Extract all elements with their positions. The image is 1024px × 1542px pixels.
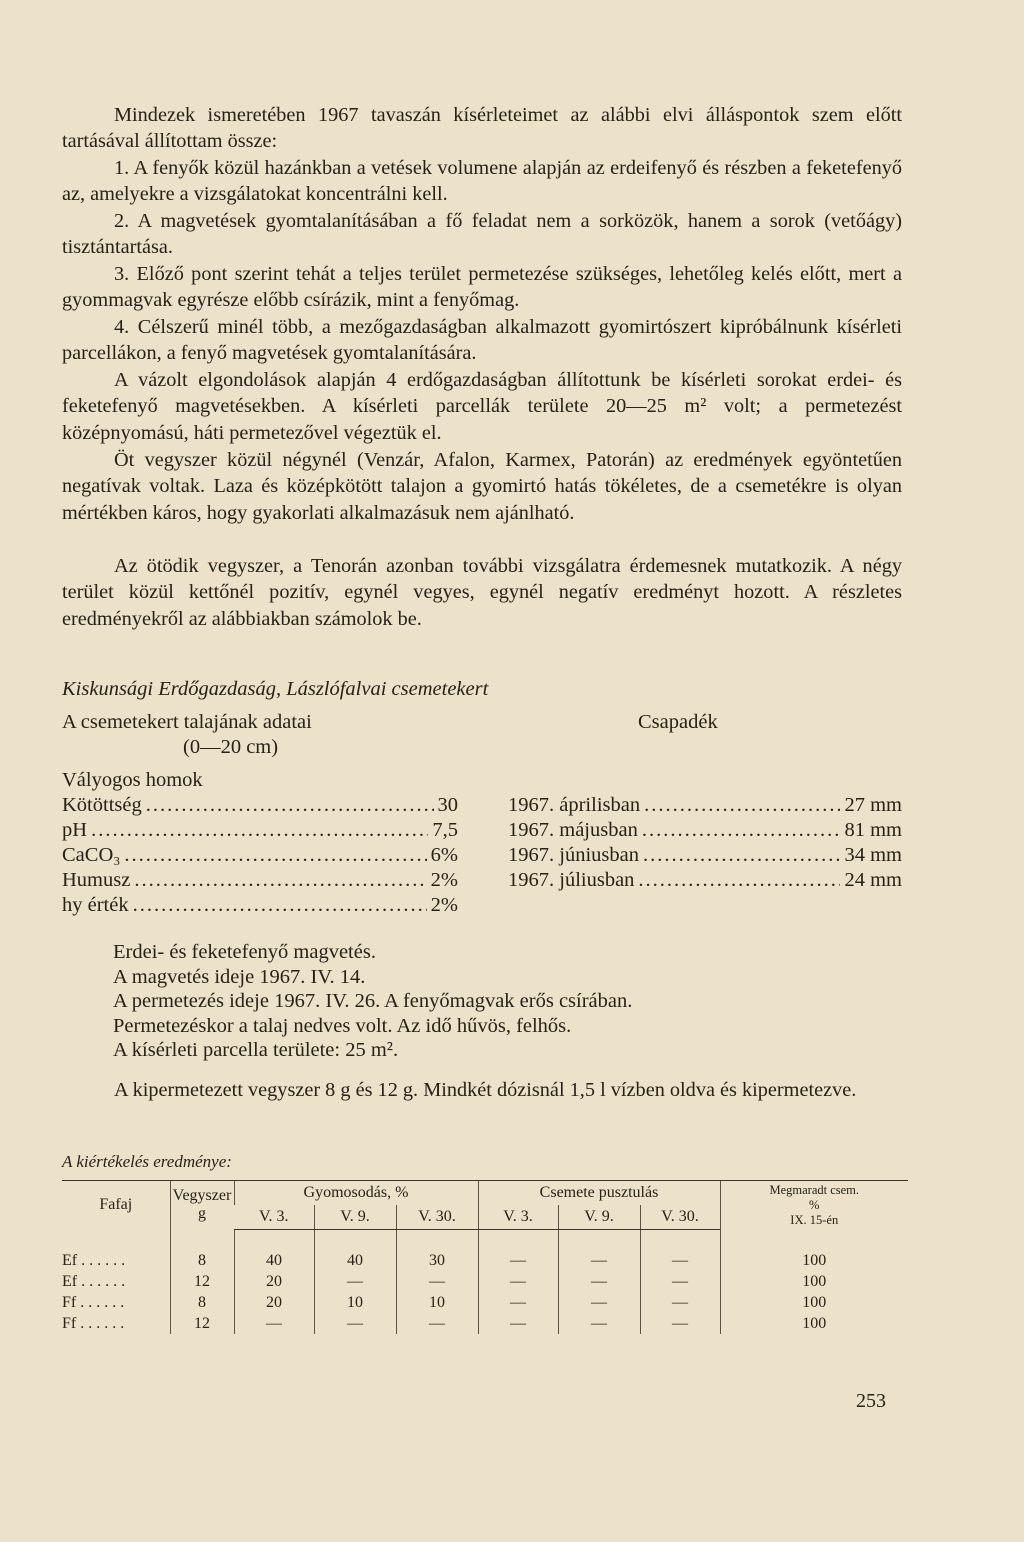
precipitation-month: 1967. júniusban xyxy=(508,844,639,866)
cell-weed: 20 xyxy=(234,1271,314,1292)
cell-weed: — xyxy=(234,1313,314,1334)
header-date: V. 30. xyxy=(396,1205,478,1230)
precipitation-row xyxy=(508,843,902,867)
cell-weed: 40 xyxy=(234,1230,314,1272)
header-chemical xyxy=(170,1181,234,1230)
header-remaining-date: IX. 15-én xyxy=(790,1212,839,1227)
cell-chemical: 8 xyxy=(170,1292,234,1313)
table-row xyxy=(62,1271,908,1292)
cell-remaining: 100 xyxy=(720,1313,908,1334)
results-table xyxy=(62,1180,908,1334)
cell-weed: 10 xyxy=(314,1292,396,1313)
cell-remaining: 100 xyxy=(720,1292,908,1313)
cell-loss: — xyxy=(558,1230,640,1272)
header-chemical-unit: g xyxy=(198,1205,206,1223)
precipitation-value: 34 mm xyxy=(844,844,902,866)
precipitation-row xyxy=(508,818,902,842)
leader-dots xyxy=(124,843,426,867)
header-seedling-loss: Csemete pusztulás xyxy=(478,1181,720,1206)
soil-row xyxy=(62,868,458,892)
cell-weed: 40 xyxy=(314,1230,396,1272)
header-date: V. 3. xyxy=(478,1205,558,1230)
cell-loss: — xyxy=(478,1313,558,1334)
cell-chemical: 8 xyxy=(170,1230,234,1272)
leader-dots xyxy=(644,793,840,817)
cell-weed: 20 xyxy=(234,1292,314,1313)
leader-dots xyxy=(146,793,434,817)
precipitation-value: 81 mm xyxy=(844,819,902,841)
soil-depth: (0—20 cm) xyxy=(183,736,279,758)
dose-note: A kipermetezett vegyszer 8 g és 12 g. Mindkét dózisnál 1,5 l vízben oldva és kipermetezve. xyxy=(114,1079,857,1101)
sowing-line: A kísérleti parcella területe: 25 m². xyxy=(113,1039,399,1061)
sowing-line: A magvetés ideje 1967. IV. 14. xyxy=(113,966,366,988)
paragraph-negative-results: Öt vegyszer közül négynél (Venzár, Afalon, Karmex, Patorán) az eredmények egyöntetűen negatívak voltak. Laza és középkötött talajon a gyomirtó hatás tökéletes, de a csemetékre is olyan mértékben káros, hogy gyakorlati alkalmazásuk nem ajánlható. xyxy=(62,449,902,524)
paragraph-experiments: A vázolt elgondolások alapján 4 erdőgazdaságban állítottunk be kísérleti sorokat erdei- és feketefenyő magvetésekben. A kísérleti parcellák területe 20—25 m² volt; a permetezést középnyomású, háti permetezővel végeztük el. xyxy=(62,369,902,444)
precipitation-month: 1967. júliusban xyxy=(508,869,635,891)
cell-species: Ff . . . . . . xyxy=(62,1294,125,1311)
precipitation-month: 1967. áprilisban xyxy=(508,794,641,816)
precipitation-row xyxy=(508,868,902,892)
cell-loss: — xyxy=(640,1292,720,1313)
header-remaining xyxy=(720,1181,908,1230)
soil-label: Kötöttség xyxy=(62,794,142,816)
cell-loss: — xyxy=(640,1271,720,1292)
cell-loss: — xyxy=(478,1271,558,1292)
soil-value: 2% xyxy=(430,894,458,916)
precipitation-value: 24 mm xyxy=(844,869,902,891)
soil-label: pH xyxy=(62,819,88,841)
paragraph-intro: Mindezek ismeretében 1967 tavaszán kísérleteimet az alábbi elvi álláspontok szem előtt tartásával állítottam össze: xyxy=(62,104,902,153)
header-date: V. 9. xyxy=(558,1205,640,1230)
soil-value: 7,5 xyxy=(432,819,458,841)
sowing-line: A permetezés ideje 1967. IV. 26. A fenyőmagvak erős csírában. xyxy=(113,990,633,1012)
precipitation-row xyxy=(508,793,902,817)
header-date: V. 9. xyxy=(314,1205,396,1230)
paragraph-point-1: 1. A fenyők közül hazánkban a vetések volumene alapján az erdeifenyő és részben a feketefenyő az, amelyekre a vizsgálatokat koncentrálni kell. xyxy=(62,157,902,206)
cell-weed: — xyxy=(396,1313,478,1334)
cell-weed: — xyxy=(314,1313,396,1334)
soil-value: 30 xyxy=(437,794,458,816)
precipitation-month: 1967. májusban xyxy=(508,819,638,841)
paragraph-point-3: 3. Előző pont szerint tehát a teljes terület permetezése szükséges, lehetőleg kelés előtt, mert a gyommagvak egyrésze előbb csírázik, mint a fenyőmag. xyxy=(62,263,902,312)
header-date: V. 3. xyxy=(234,1205,314,1230)
cell-loss: — xyxy=(478,1230,558,1272)
paragraph-tenoran: Az ötödik vegyszer, a Tenorán azonban további vizsgálatra érdemesnek mutatkozik. A négy terület közül kettőnél pozitív, egynél vegyes, egynél negatív eredményt hozott. A részletes eredményekről az alábbiakban számolok be. xyxy=(62,555,902,630)
header-remaining-unit: % xyxy=(809,1197,820,1212)
cell-weed: 30 xyxy=(396,1230,478,1272)
leader-dots xyxy=(91,818,428,842)
sowing-line: Permetezéskor a talaj nedves volt. Az idő hűvös, felhős. xyxy=(113,1015,572,1037)
cell-species: Ff . . . . . . xyxy=(62,1315,125,1332)
cell-weed: 10 xyxy=(396,1292,478,1313)
results-title: A kiértékelés eredménye: xyxy=(62,1152,232,1171)
cell-chemical: 12 xyxy=(170,1271,234,1292)
cell-species: Ef . . . . . . xyxy=(62,1273,126,1290)
cell-loss: — xyxy=(558,1271,640,1292)
header-chemical-name: Vegyszer xyxy=(172,1187,232,1205)
soil-row xyxy=(62,843,458,867)
soil-row xyxy=(62,893,458,917)
cell-loss: — xyxy=(640,1313,720,1334)
precipitation-heading: Csapadék xyxy=(638,711,718,733)
precipitation-value: 27 mm xyxy=(844,794,902,816)
soil-row xyxy=(62,793,458,817)
table-row xyxy=(62,1313,908,1334)
leader-dots xyxy=(643,843,841,867)
cell-loss: — xyxy=(558,1292,640,1313)
table-row xyxy=(62,1230,908,1272)
cell-loss: — xyxy=(640,1230,720,1272)
leader-dots xyxy=(642,818,841,842)
sowing-line: Erdei- és feketefenyő magvetés. xyxy=(113,941,376,963)
cell-loss: — xyxy=(558,1313,640,1334)
leader-dots xyxy=(134,868,426,892)
page-number: 253 xyxy=(856,1390,886,1412)
soil-row xyxy=(62,818,458,842)
cell-weed: — xyxy=(396,1271,478,1292)
section-title: Kiskunsági Erdőgazdaság, Lászlófalvai csemetekert xyxy=(62,678,489,700)
soil-value: 2% xyxy=(430,869,458,891)
table-row xyxy=(62,1292,908,1313)
cell-remaining: 100 xyxy=(720,1230,908,1272)
leader-dots xyxy=(638,868,840,892)
cell-weed: — xyxy=(314,1271,396,1292)
cell-species: Ef . . . . . . xyxy=(62,1251,126,1269)
cell-remaining: 100 xyxy=(720,1271,908,1292)
header-species: Fafaj xyxy=(62,1181,170,1230)
cell-loss: — xyxy=(478,1292,558,1313)
paragraph-point-2: 2. A magvetések gyomtalanításában a fő feladat nem a sorközök, hanem a sorok (vetőágy) tisztántartása. xyxy=(62,210,902,259)
header-remaining-title: Megmaradt csem. xyxy=(769,1182,860,1197)
soil-label: CaCO₃ xyxy=(62,844,121,866)
soil-type: Vályogos homok xyxy=(62,769,203,791)
soil-value: 6% xyxy=(430,844,458,866)
leader-dots xyxy=(133,893,427,917)
soil-label: hy érték xyxy=(62,894,129,916)
header-weed-cover: Gyomosodás, % xyxy=(234,1181,478,1206)
soil-heading: A csemetekert talajának adatai xyxy=(62,711,312,733)
paragraph-point-4: 4. Célszerű minél több, a mezőgazdaságban alkalmazott gyomirtószert kipróbálnunk kísérleti parcellákon, a fenyő magvetések gyomtalanítására. xyxy=(62,316,902,365)
cell-chemical: 12 xyxy=(170,1313,234,1334)
soil-label: Humusz xyxy=(62,869,131,891)
header-date: V. 30. xyxy=(640,1205,720,1230)
